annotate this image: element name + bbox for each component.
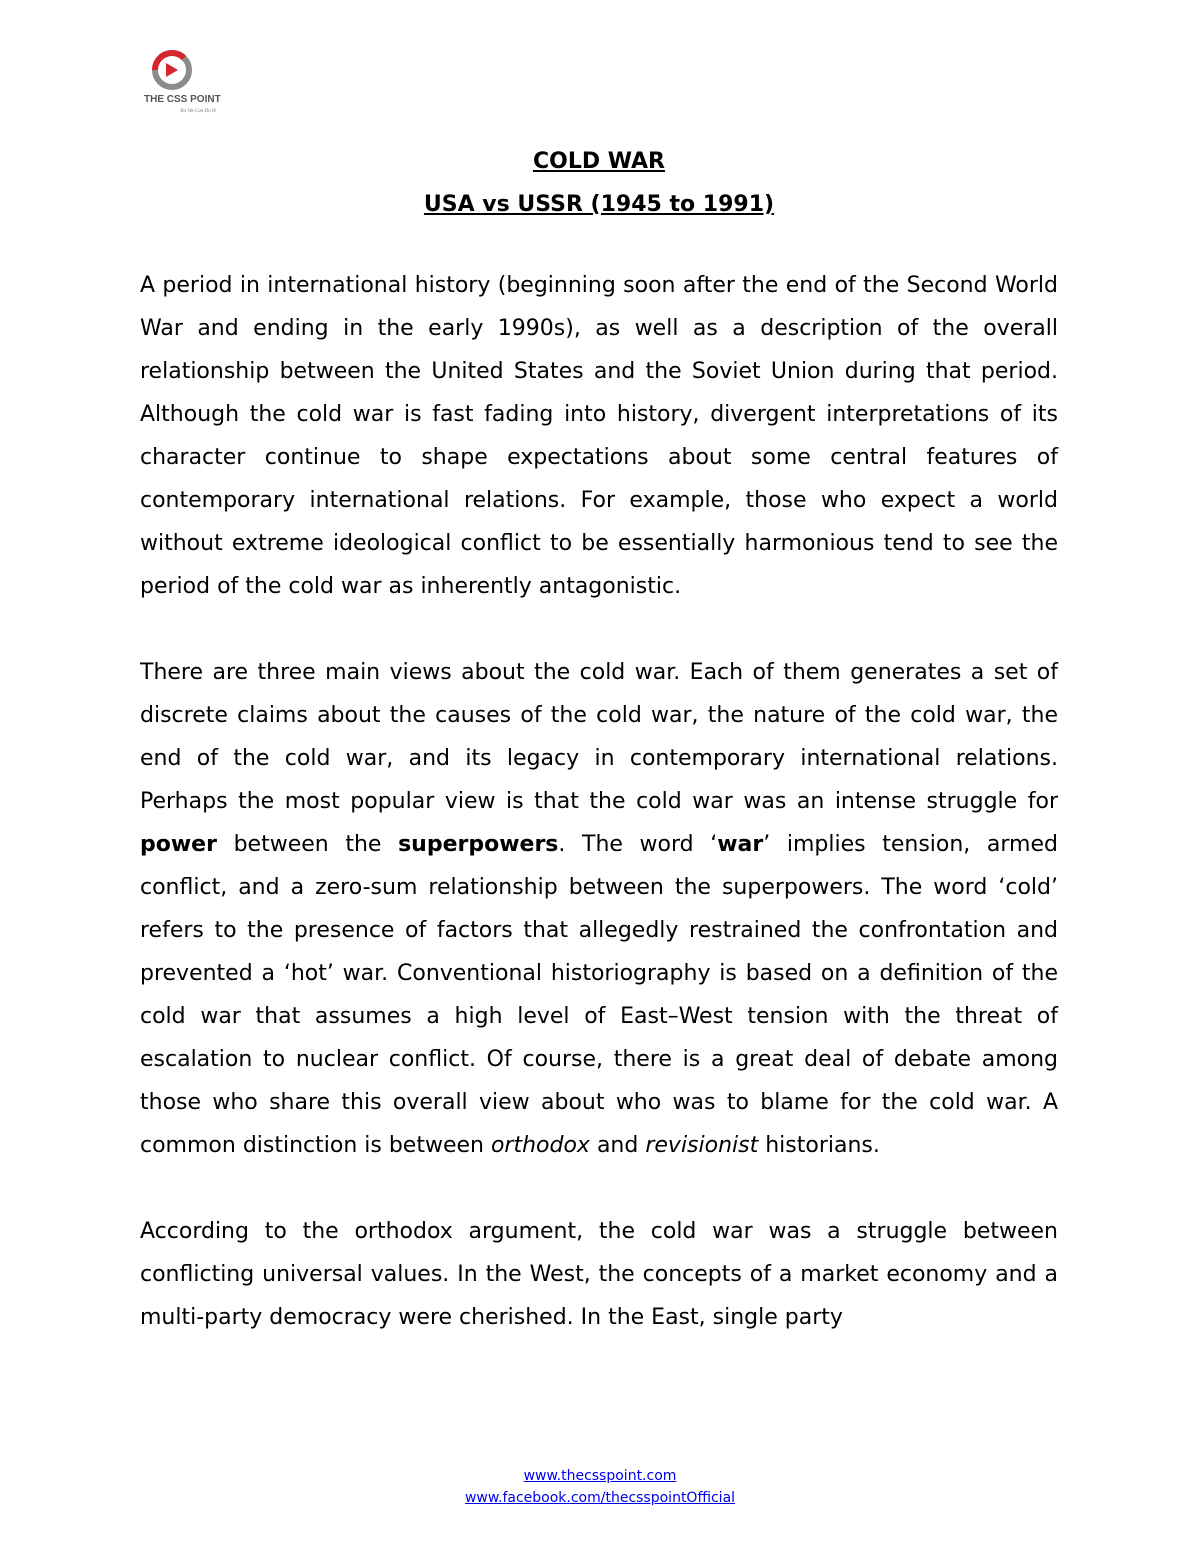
paragraph-3: According to the orthodox argument, the cold war was a struggle between conflicting universal values. In the West, the concepts of a market economy and a multi-party democracy were cherished. In the East, single party <box>140 1219 1058 1330</box>
document-body <box>140 264 1058 1339</box>
website-link[interactable]: www.thecsspoint.com <box>523 1468 677 1484</box>
facebook-link[interactable]: www.facebook.com/thecsspointOfficial <box>464 1490 736 1506</box>
text-span: . The word ‘ <box>558 832 718 857</box>
logo-mark <box>144 46 264 122</box>
text-span: There are three main views about the cold war. Each of them generates a set of discrete claims about the causes of the cold war, the nature of the cold war, the end of the cold war, and its legacy in contemporary international relations. Perhaps the most popular view is that the cold war was an intense struggle for <box>140 660 1058 814</box>
bold-term-war: war <box>717 832 764 857</box>
logo <box>144 46 264 122</box>
text-span: and <box>589 1133 646 1158</box>
text-span: between the <box>216 832 399 857</box>
text-span: ’ implies tension, armed conflict, and a zero-sum relationship between the superpowers. The word ‘cold’ refers to the presence of factors that allegedly restrained the confrontation and prevented a ‘hot’ war. Conventional historiography is based on a definition of the cold war that assumes a high level of East–West tension with the threat of escalation to nuclear conflict. Of course, there is a great deal of debate among those who share this overall view about who was to blame for the cold war. A common distinction is between <box>140 832 1058 1158</box>
footer <box>0 1465 1200 1509</box>
title-main: COLD WAR <box>532 149 666 174</box>
logo-text: THE CSS POINT <box>144 94 221 105</box>
text-span: historians. <box>758 1133 880 1158</box>
italic-term-revisionist: revisionist <box>645 1133 759 1158</box>
title-subtitle: USA vs USSR (1945 to 1991) <box>423 192 775 217</box>
logo-tagline: Yes We Can Do It! <box>180 109 217 114</box>
title-block <box>140 140 1058 226</box>
paragraph-2 <box>140 651 1058 1167</box>
italic-term-orthodox: orthodox <box>490 1133 590 1158</box>
bold-term-power: power <box>140 832 217 857</box>
paragraph-1: A period in international history (beginning soon after the end of the Second World War and ending in the early 1990s), as well as a description of the overall relationship between the United States and the Soviet Union during that period. Although the cold war is fast fading into history, divergent interpretations of its character continue to shape expectations about some central features of contemporary international relations. For example, those who expect a world without extreme ideological conflict to be essentially harmonious tend to see the period of the cold war as inherently antagonistic. <box>140 273 1058 599</box>
bold-term-superpowers: superpowers <box>398 832 559 857</box>
